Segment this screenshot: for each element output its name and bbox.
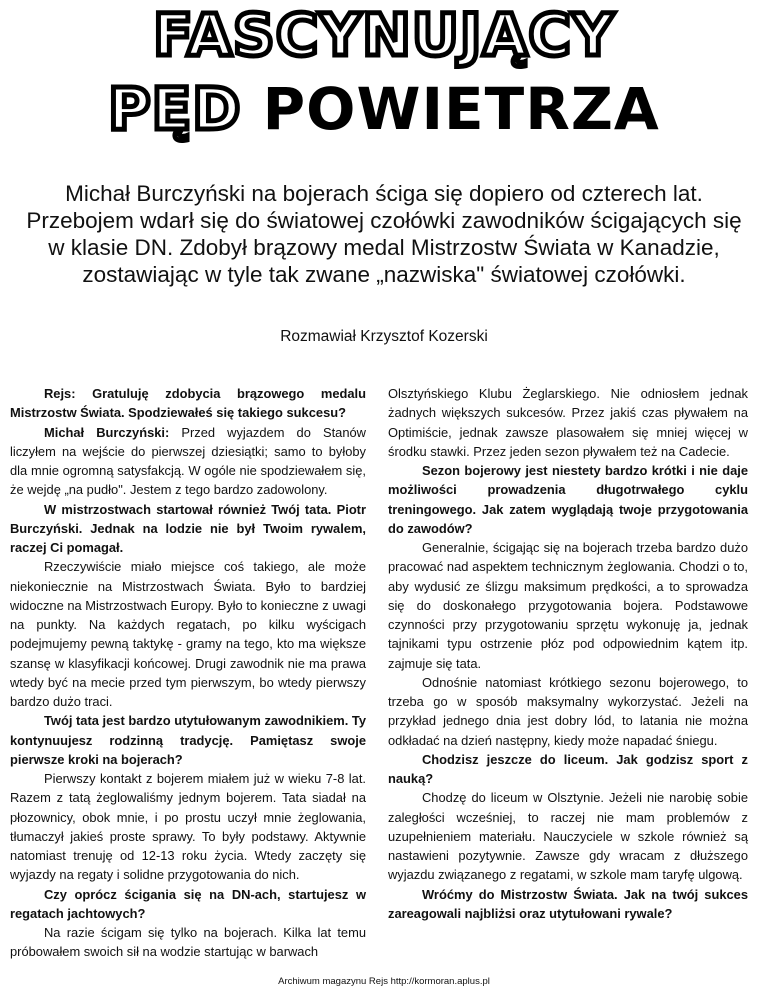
question-paragraph: Wróćmy do Mistrzostw Świata. Jak na twój sukces zareagowali najbliżsi oraz utytułowani rywale? — [388, 886, 748, 921]
speaker-name: Michał Burczyński: — [44, 424, 170, 440]
right-column — [388, 384, 748, 923]
question-paragraph: Czy oprócz ścigania się na DN-ach, startujesz w regatach jachtowych? — [10, 886, 366, 921]
answer-text: Przed wyjazdem do Stanów liczyłem na wejście do pierwszej dziesiątki; samo to byłoby dla mnie ogromną satysfakcją. W ogóle nie spodziewałem się, że wejdę „na pudło". Jestem z tego bardzo zadowolony. — [10, 424, 366, 498]
question-paragraph: W mistrzostwach startował również Twój tata. Piotr Burczyński. Jednak na lodzie nie był Twoim rywalem, raczej Ci pomagał. — [10, 501, 366, 555]
left-column — [10, 384, 366, 962]
archive-footer: Archiwum magazynu Rejs http://kormoran.aplus.pl — [278, 976, 490, 987]
question-paragraph: Twój tata jest bardzo utytułowanym zawodnikiem. Ty kontynuujesz rodzinną tradycję. Pamiętasz swoje pierwsze kroki na bojerach? — [10, 713, 366, 767]
answer-paragraph: Chodzę do liceum w Olsztynie. Jeżeli nie narobię sobie zaległości wcześniej, to raczej nie mam problemów z uzupełnieniem materiału. Nauczyciele w szkole również są nastawieni pozytywnie. Zawsze gdy wracam z dłuższego wyjazdu związanego z regatami, w szkole mam taryfę ulgową. — [388, 790, 748, 883]
question-paragraph: Rejs: Gratuluję zdobycia brązowego medalu Mistrzostw Świata. Spodziewałeś się takiego sukcesu? — [10, 386, 366, 421]
headline-line-1: FASCYNUJĄCY — [153, 1, 615, 69]
answer-paragraph: Odnośnie natomiast krótkiego sezonu bojerowego, to trzeba go w sposób maksymalny wykorzystać. Jeżeli na przykład jednego dnia jest dobry lód, to latania nie można odkładać na dzień następny, kiedy może napadać śniegu. — [388, 674, 748, 748]
answer-paragraph: Generalnie, ścigając się na bojerach trzeba bardzo dużo pracować nad aspektem technicznym żeglowania. Chodzi o to, aby wydusić ze ślizgu maksimum prędkości, a to sprowadza się do doskonałego przygotowania bojera. Podstawowe czynności przy przygotowaniu sprzętu wykonuję ja, jednak tajnikami typu ostrzenie płóz pod odpowiednim kątem itp. zajmuje się tata. — [388, 540, 748, 671]
answer-paragraph: Pierwszy kontakt z bojerem miałem już w wieku 7-8 lat. Razem z tatą żeglowaliśmy jednym bojerem. Tata siadał na płozownicy, obok mnie, i po prostu uczył mnie żeglowania, tłumaczył jakieś proste sprawy. To były podstawy. Aktywnie natomiast trenuję od 12-13 roku życia. Wtedy zaczęty się wyjazdy na regaty i solidne przygotowania do nich. — [10, 771, 366, 883]
answer-paragraph: Na razie ścigam się tylko na bojerach. Kilka lat temu próbowałem swoich sił na wodzie startując w barwach — [10, 925, 366, 960]
lead-paragraph: Michał Burczyński na bojerach ściga się dopiero od czterech lat. Przebojem wdarł się do światowej czołówki zawodników ścigających się w klasie DN. Zdobył brązowy medal Mistrzostw Świata w Kanadzie, zostawiając w tyle tak zwane „nazwiska" światowej czołówki. — [26, 181, 742, 287]
byline: Rozmawiał Krzysztof Kozerski — [280, 328, 488, 345]
answer-paragraph: Rzeczywiście miało miejsce coś takiego, ale może niekoniecznie na Mistrzostwach Świata. Było to bardziej widoczne na Mistrzostwach Europy. Było to konieczne z uwagi na punkty. Na każdych regatach, po kilku wyścigach podejmujemy pewną taktykę - gramy na tego, kto ma większe szansę w klasyfikacji końcowej. Drugi zawodnik nie ma prawa wtedy być na mecie przed tym pierwszym, bo wtedy pierwszy bardzo dużo traci. — [10, 559, 366, 709]
question-paragraph: Chodzisz jeszcze do liceum. Jak godzisz sport z nauką? — [388, 751, 748, 786]
continued-paragraph: Olsztyńskiego Klubu Żeglarskiego. Nie odniosłem jednak żadnych większych sukcesów. Przez jakiś czas pływałem na Optimiście, jednak zawsze plasowałem się mniej więcej w środku stawki. Przez jeden sezon pływałem też na Cadecie. — [388, 386, 748, 459]
answer-paragraph — [10, 423, 366, 500]
question-paragraph: Sezon bojerowy jest niestety bardzo krótki i nie daje możliwości prowadzenia długotrwałego cyklu treningowego. Jak zatem wyglądają twoje przygotowania do zawodów? — [388, 463, 748, 536]
headline-word-hollow: PĘD — [108, 75, 242, 143]
headline-line-2 — [0, 75, 768, 143]
headline-word-solid: POWIETRZA — [262, 75, 660, 143]
